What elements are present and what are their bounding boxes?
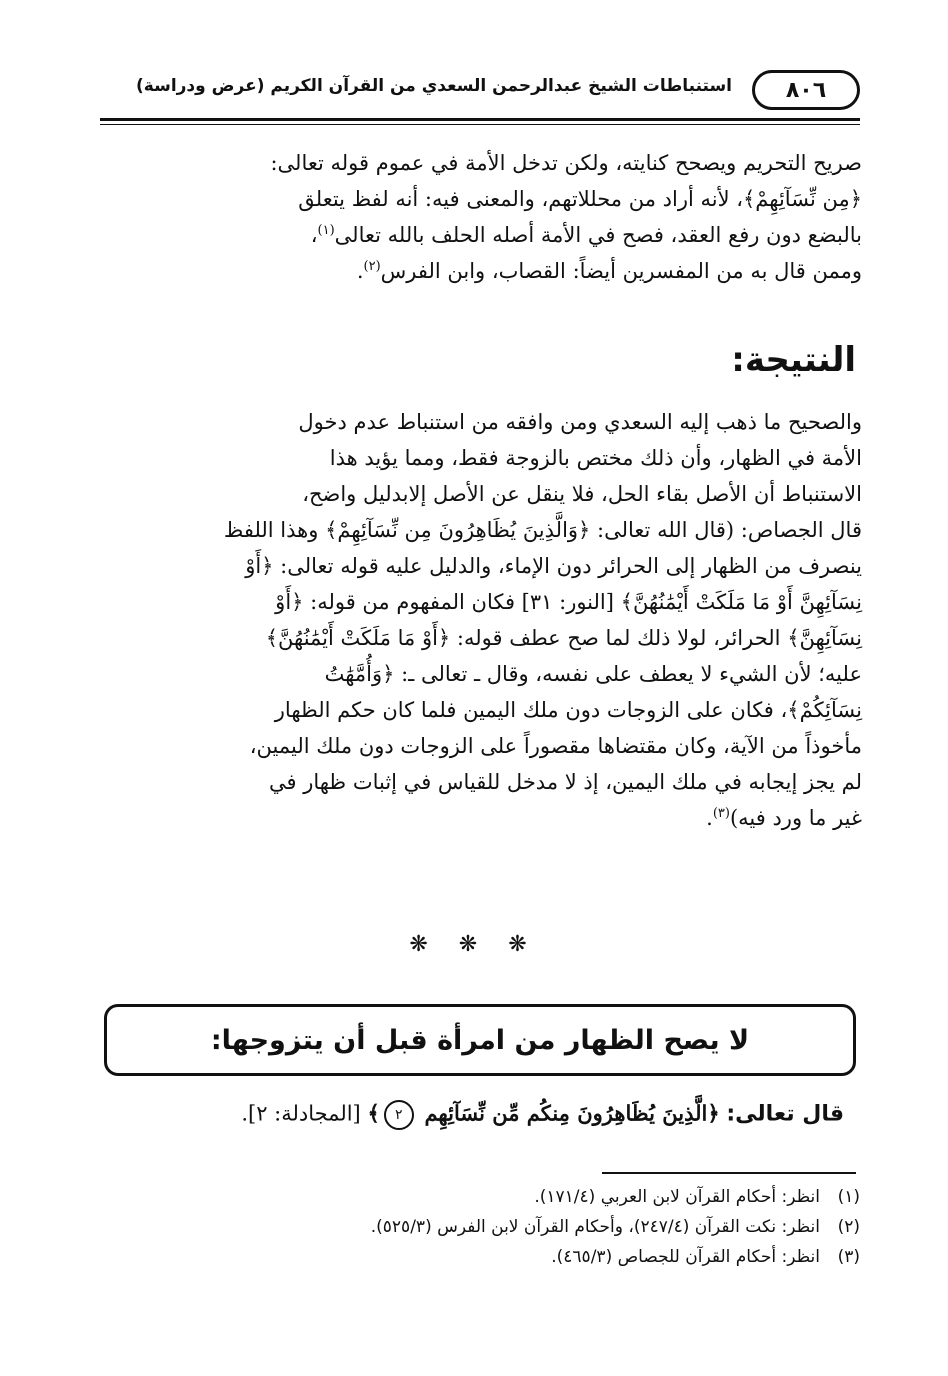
text-line <box>106 253 862 289</box>
header-rule-thin <box>100 124 860 125</box>
text-line: لم يجز إيجابه في ملك اليمين، إذ لا مدخل للقياس في إثبات ظهار في <box>269 770 862 794</box>
page-header <box>100 70 860 122</box>
text-line: مأخوذاً من الآية، وكان مقتضاها مقصوراً على الزوجات دون ملك اليمين، <box>249 734 862 758</box>
text-span: ينصرف من الظهار إلى الحرائر دون الإماء، والدليل عليه قوله تعالى: <box>280 554 862 578</box>
text-span: وهذا اللفظ <box>223 518 319 542</box>
quran-quote: ﴿أَوْ <box>275 590 304 614</box>
text-line <box>106 800 862 836</box>
paragraph-1 <box>106 145 862 289</box>
quran-quote: نِسَآئِهِنَّ﴾ <box>787 626 862 650</box>
text-line <box>106 656 862 692</box>
quran-quote: ﴿مِن نِّسَآئِهِمْ﴾ <box>743 187 862 211</box>
footnote-text: انظر: نكت القرآن (٢٤٧/٤)، وأحكام القرآن لابن الفرس (٥٢٥/٣). <box>370 1217 820 1237</box>
quran-quote: ﴿وَالَّذِينَ يُظَاهِرُونَ مِن نِّسَآئِهِمْ﴾ <box>325 518 591 542</box>
ayah-number-icon: ٢ <box>384 1100 414 1130</box>
text-line <box>106 584 862 620</box>
section-title: لا يصح الظهار من امرأة قبل أن يتزوجها: <box>210 1024 750 1056</box>
text-span: . <box>706 806 713 830</box>
footnote <box>371 1182 860 1212</box>
text-span: عليه؛ لأن الشيء لا يعطف على نفسه، وقال ـ تعالى ـ: <box>401 662 862 686</box>
quran-quote: ﴿أَوْ <box>245 554 274 578</box>
footnote-number: (٣) <box>837 1247 860 1267</box>
page-number: ٨٠٦ <box>752 70 860 110</box>
verse-label: قال تعالى: <box>726 1101 844 1127</box>
verse-close: ﴾ <box>367 1100 380 1126</box>
footnote <box>371 1242 860 1272</box>
quran-quote: ﴿أَوْ مَا مَلَكَتْ أَيْمَٰنُهُنَّ﴾ <box>265 626 451 650</box>
verse-text: ﴿الَّذِينَ يُظَاهِرُونَ مِنكُم مِّن نِّسَآئِهِم <box>424 1100 720 1126</box>
footnote-ref-2[interactable]: (٢) <box>363 259 381 274</box>
quran-quote: نِسَآئِهِنَّ أَوْ مَا مَلَكَتْ أَيْمَٰنُهُنَّ﴾ <box>620 590 862 614</box>
footnote-ref-3[interactable]: (٣) <box>712 806 730 821</box>
footnote-rule <box>602 1172 856 1174</box>
section-separator: ❋ ❋ ❋ <box>409 932 539 957</box>
footnote-ref-1[interactable]: (١) <box>317 223 335 238</box>
footnote-number: (١) <box>837 1187 860 1207</box>
text-span: الحرائر، لولا ذلك لما صح عطف قوله: <box>456 626 781 650</box>
footnote <box>371 1212 860 1242</box>
text-span: [النور: ٣١] فكان المفهوم من قوله: <box>310 590 614 614</box>
text-span: . <box>356 259 364 283</box>
text-span: ، فكان على الزوجات دون ملك اليمين فلما كان حكم الظهار <box>274 698 788 722</box>
text-line <box>106 620 862 656</box>
quran-quote: ﴿وَأُمَّهَٰتُ <box>324 662 395 686</box>
text-span: بالبضع دون رفع العقد، فصح في الأمة أصله الحلف بالله تعالى <box>334 223 862 247</box>
footnote-text: انظر: أحكام القرآن للجصاص (٤٦٥/٣). <box>551 1247 820 1267</box>
quran-quote: نِسَآئِكُمْ﴾ <box>787 698 862 722</box>
result-heading: النتيجة: <box>731 340 856 380</box>
running-title: استنباطات الشيخ عبدالرحمن السعدي من القرآن الكريم (عرض ودراسة) <box>136 76 732 96</box>
text-line <box>106 692 862 728</box>
footnote-text: انظر: أحكام القرآن لابن العربي (١٧١/٤). <box>534 1187 820 1207</box>
text-line: والصحيح ما ذهب إليه السعدي ومن وافقه من استنباط عدم دخول <box>298 410 862 434</box>
header-rule-thick <box>100 118 860 121</box>
footnotes <box>371 1182 860 1272</box>
section-title-box <box>104 1004 856 1076</box>
paragraph-2 <box>106 404 862 836</box>
text-line <box>106 217 862 253</box>
text-span: ، <box>310 223 318 247</box>
text-span: قال الجصاص: (قال الله تعالى: <box>597 518 862 542</box>
verse-reference: [المجادلة: ٢]. <box>241 1101 361 1126</box>
verse-line <box>241 1100 844 1130</box>
text-line <box>106 181 862 217</box>
text-line <box>106 512 862 548</box>
text-span: وممن قال به من المفسرين أيضاً: القصاب، وابن الفرس <box>380 259 862 283</box>
text-line <box>106 548 862 584</box>
text-span: غير ما ورد فيه) <box>729 806 862 830</box>
text-line: صريح التحريم ويصحح كنايته، ولكن تدخل الأمة في عموم قوله تعالى: <box>270 151 862 175</box>
text-line: الاستنباط أن الأصل بقاء الحل، فلا ينقل عن الأصل إلابدليل واضح، <box>302 482 862 506</box>
text-span: ، لأنه أراد من محللاتهم، والمعنى فيه: أنه لفظ يتعلق <box>298 187 743 211</box>
text-line: الأمة في الظهار، وأن ذلك مختص بالزوجة فقط، ومما يؤيد هذا <box>329 446 862 470</box>
footnote-number: (٢) <box>837 1217 860 1237</box>
